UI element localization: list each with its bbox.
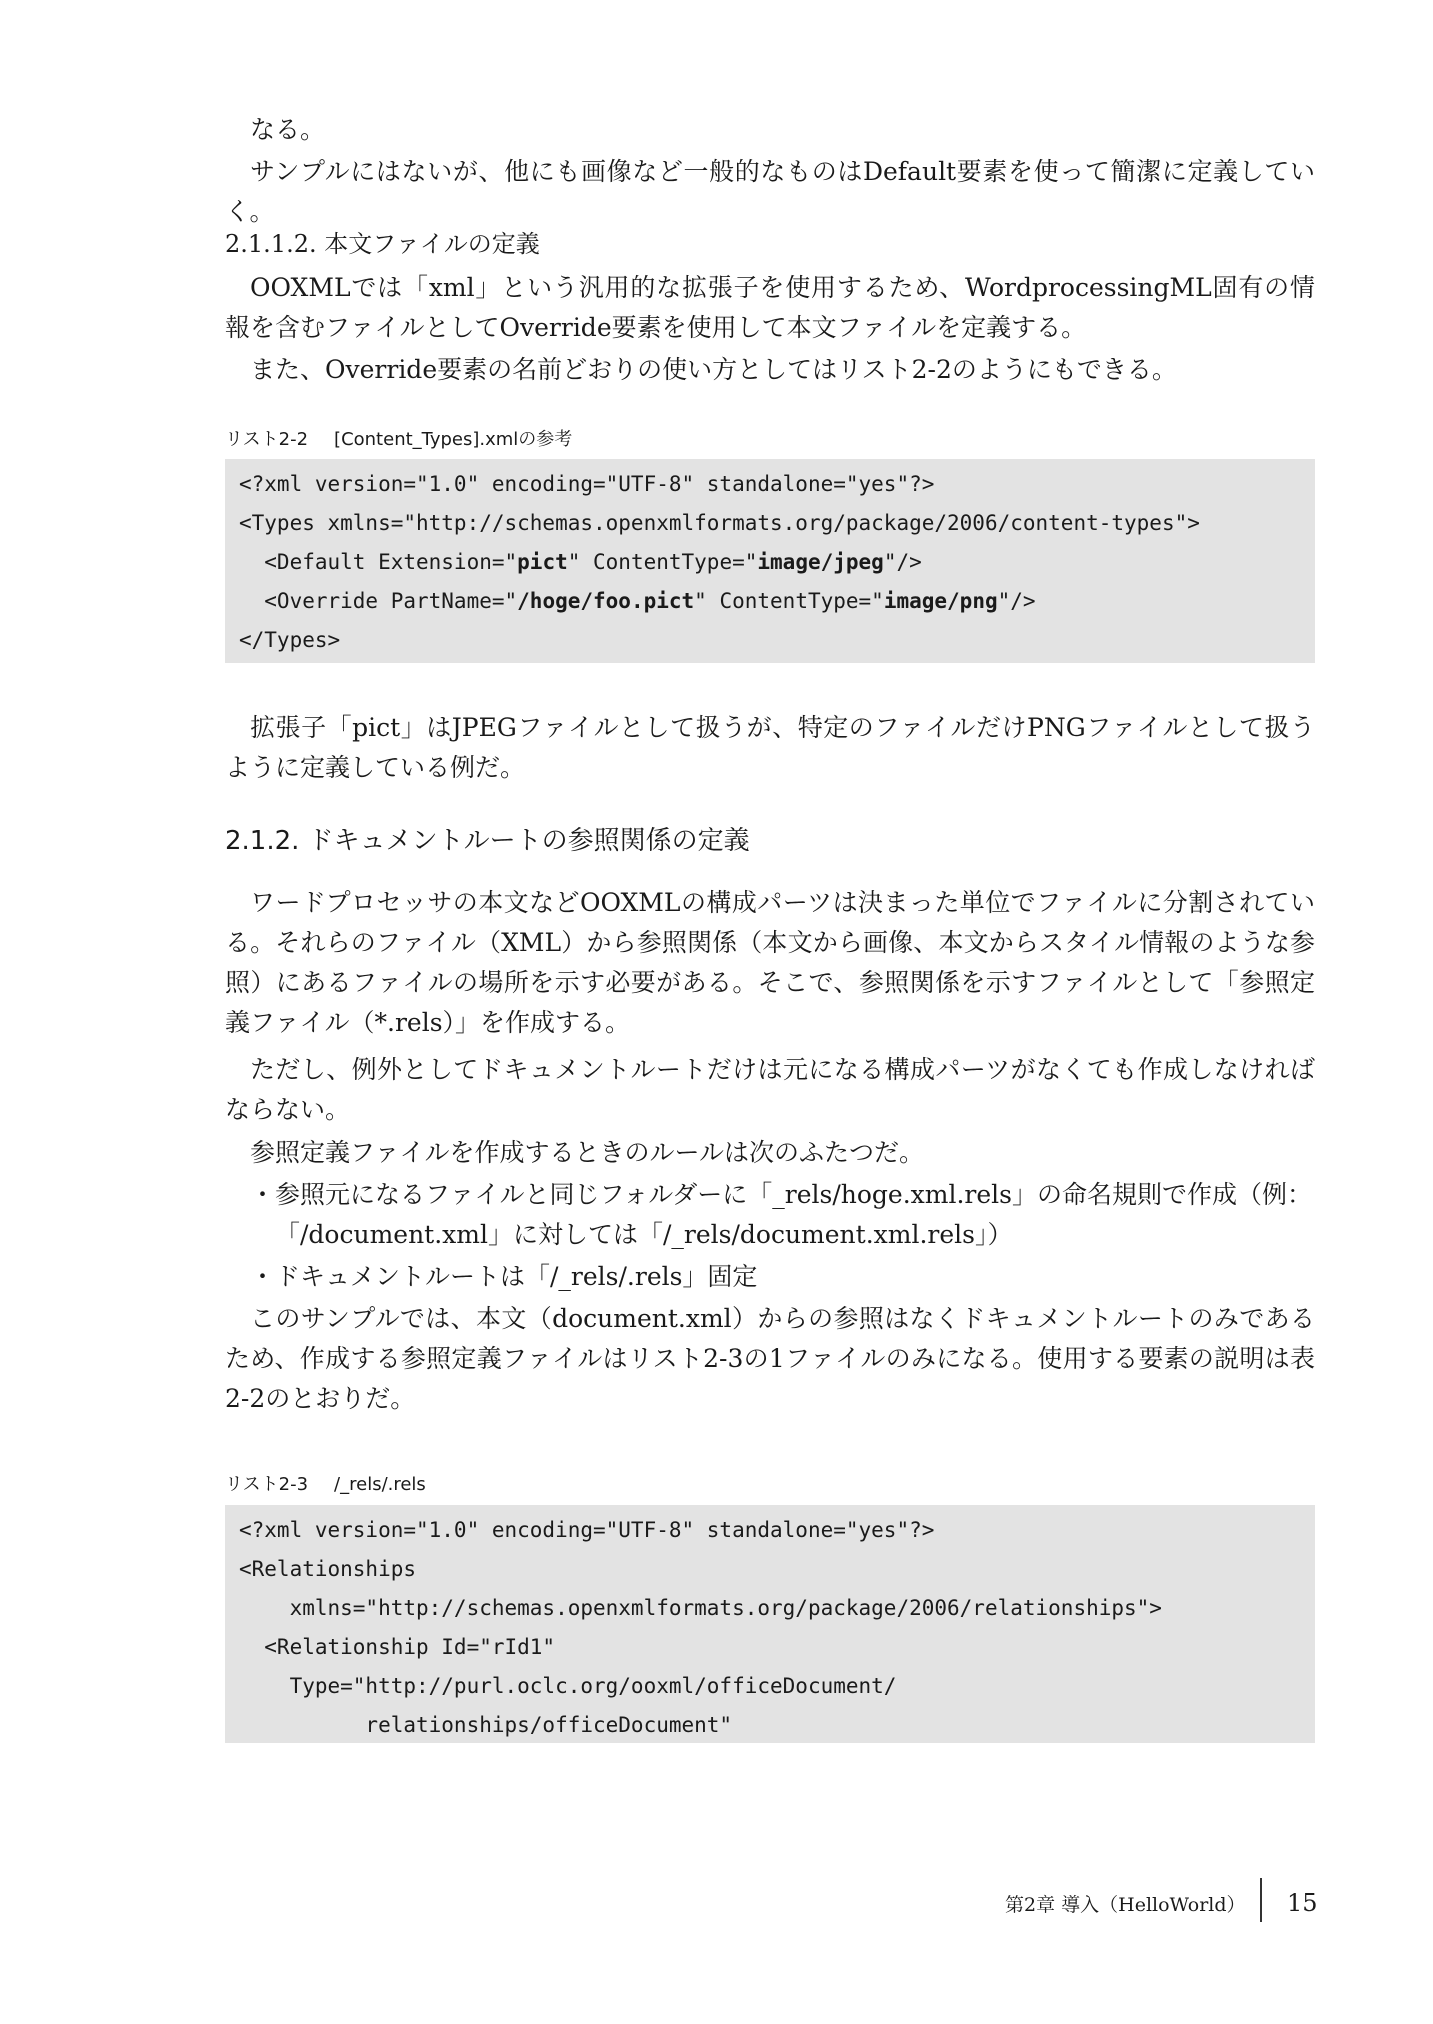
- listing-caption-2-3: [225, 1473, 426, 1497]
- code-line: <Relationship Id="rId1": [239, 1635, 556, 1659]
- page: [225, 0, 1318, 2024]
- listing-caption-2-2: [225, 428, 572, 452]
- code-line: <?xml version="1.0" encoding="UTF-8" standalone="yes"?>: [239, 472, 935, 496]
- footer-chapter-title: 第2章 導入（HelloWorld）: [1005, 1894, 1246, 1916]
- code-line: xmlns="http://schemas.openxmlformats.org/package/2006/relationships">: [239, 1596, 1162, 1620]
- paragraph-pict-example: 拡張子「pict」はJPEGファイルとして扱うが、特定のファイルだけPNGファイルとして扱うように定義している例だ。: [225, 713, 1315, 782]
- bullet-rule-2: ・ドキュメントルートは「/_rels/.rels」固定: [250, 1262, 758, 1291]
- code-line: relationships/officeDocument": [239, 1713, 733, 1737]
- code-block-listing-2-2: [225, 459, 1315, 663]
- section-heading-2-1-1-2: 2.1.1.2. 本文ファイルの定義: [225, 230, 540, 258]
- listing-number: リスト2-2: [225, 429, 309, 450]
- paragraph-rules-intro: 参照定義ファイルを作成するときのルールは次のふたつだ。: [250, 1138, 925, 1167]
- paragraph-document-root-exception: ただし、例外としてドキュメントルートだけは元になる構成パーツがなくても作成しなければならない。: [225, 1055, 1315, 1124]
- paragraph-relations-intro: ワードプロセッサの本文などOOXMLの構成パーツは決まった単位でファイルに分割されている。それらのファイル（XML）から参照関係（本文から画像、本文からスタイル情報のような参照）にあるファイルの場所を示す必要がある。そこで、参照関係を示すファイルとして「参照定義ファイル（*.rels）」を作成する。: [225, 888, 1315, 1037]
- page-number: 15: [1287, 1889, 1318, 1917]
- listing-title: [Content_Types].xmlの参考: [334, 429, 573, 450]
- code-block-listing-2-3: [225, 1505, 1315, 1743]
- code-line: <?xml version="1.0" encoding="UTF-8" standalone="yes"?>: [239, 1518, 935, 1542]
- listing-number: リスト2-3: [225, 1474, 309, 1495]
- section-heading-2-1-2: 2.1.2. ドキュメントルートの参照関係の定義: [225, 826, 750, 856]
- footer-divider: [1260, 1878, 1262, 1922]
- code-line: </Types>: [239, 628, 341, 652]
- listing-title: /_rels/.rels: [334, 1474, 426, 1495]
- bullet-rule-1: ・参照元になるファイルと同じフォルダーに「_rels/hoge.xml.rels」の命名規則で作成（例：「/document.xml」に対しては「/_rels/document.xml.rels」）: [250, 1180, 1312, 1249]
- paragraph-override-usage: また、Override要素の名前どおりの使い方としてはリスト2-2のようにもできる。: [250, 355, 1177, 384]
- code-line: <Default Extension="pict" ContentType="image/jpeg"/>: [239, 550, 922, 574]
- code-line: <Types xmlns="http://schemas.openxmlformats.org/package/2006/content-types">: [239, 511, 1200, 535]
- code-line: Type="http://purl.oclc.org/ooxml/officeDocument/: [239, 1674, 897, 1698]
- code-line: <Relationships: [239, 1557, 417, 1581]
- paragraph-default-element: サンプルにはないが、他にも画像など一般的なものはDefault要素を使って簡潔に定義していく。: [225, 157, 1315, 226]
- code-line: <Override PartName="/hoge/foo.pict" ContentType="image/png"/>: [239, 589, 1036, 613]
- paragraph-continuation: なる。: [250, 115, 326, 144]
- paragraph-override-intro: OOXMLでは「xml」という汎用的な拡張子を使用するため、WordprocessingML固有の情報を含むファイルとしてOverride要素を使用して本文ファイルを定義する。: [225, 273, 1315, 342]
- paragraph-sample-description: このサンプルでは、本文（document.xml）からの参照はなくドキュメントルートのみであるため、作成する参照定義ファイルはリスト2-3の1ファイルのみになる。使用する要素の説明は表2-2のとおりだ。: [225, 1304, 1315, 1413]
